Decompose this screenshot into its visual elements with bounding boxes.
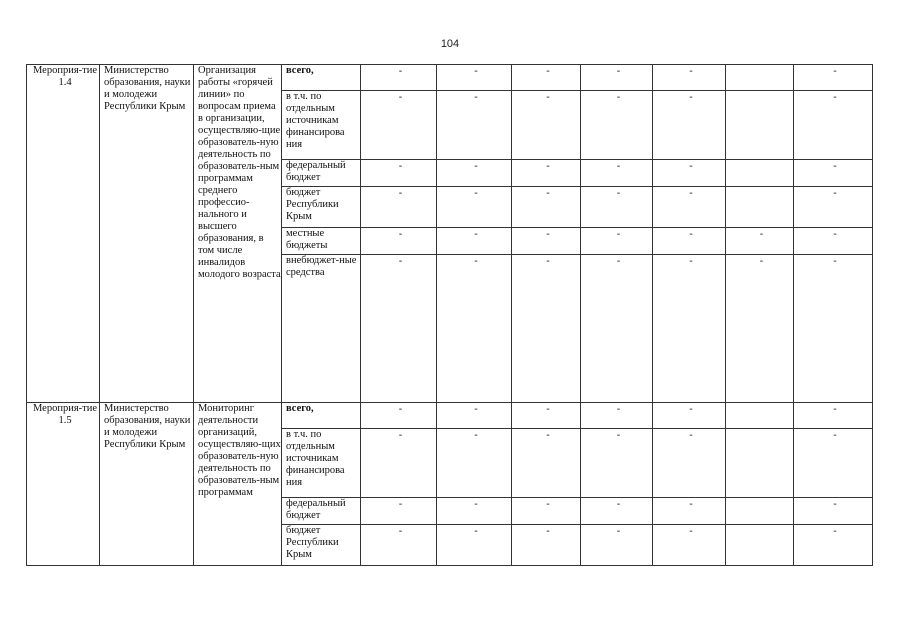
- value-cell: -: [361, 160, 437, 187]
- value-cell: -: [581, 403, 653, 429]
- value-cell: -: [361, 187, 437, 228]
- table-row: [27, 403, 873, 429]
- value-cell: -: [361, 91, 437, 160]
- event-number: Мероприя-тие 1.5: [27, 403, 100, 566]
- value-cell: -: [653, 255, 726, 403]
- event-number: Мероприя-тие 1.4: [27, 65, 100, 403]
- value-cell: -: [794, 255, 873, 403]
- value-cell: -: [437, 187, 512, 228]
- value-cell: -: [437, 498, 512, 525]
- value-cell: -: [653, 160, 726, 187]
- value-cell: -: [437, 429, 512, 498]
- value-cell: -: [437, 525, 512, 566]
- funding-source: федеральный бюджет: [282, 498, 361, 525]
- funding-source: всего,: [282, 403, 361, 429]
- funding-source: федеральный бюджет: [282, 160, 361, 187]
- value-cell: -: [653, 91, 726, 160]
- value-cell: -: [361, 403, 437, 429]
- value-cell: -: [512, 525, 581, 566]
- value-cell: -: [361, 65, 437, 91]
- value-cell: -: [794, 228, 873, 255]
- value-cell: -: [653, 65, 726, 91]
- value-cell: -: [581, 525, 653, 566]
- value-cell: -: [361, 498, 437, 525]
- value-cell: -: [726, 228, 794, 255]
- value-cell: [726, 429, 794, 498]
- value-cell: -: [512, 160, 581, 187]
- value-cell: -: [794, 403, 873, 429]
- value-cell: -: [794, 525, 873, 566]
- value-cell: -: [581, 228, 653, 255]
- value-cell: -: [726, 255, 794, 403]
- budget-table: [26, 64, 873, 566]
- value-cell: -: [581, 91, 653, 160]
- value-cell: -: [581, 498, 653, 525]
- value-cell: -: [794, 187, 873, 228]
- funding-source: в т.ч. по отдельным источникам финансирова ния: [282, 91, 361, 160]
- value-cell: -: [512, 429, 581, 498]
- value-cell: -: [512, 403, 581, 429]
- value-cell: -: [653, 403, 726, 429]
- value-cell: -: [512, 255, 581, 403]
- value-cell: -: [437, 255, 512, 403]
- value-cell: -: [794, 65, 873, 91]
- value-cell: -: [794, 429, 873, 498]
- value-cell: -: [437, 91, 512, 160]
- value-cell: -: [361, 525, 437, 566]
- value-cell: -: [437, 228, 512, 255]
- value-cell: -: [653, 429, 726, 498]
- value-cell: -: [653, 187, 726, 228]
- value-cell: -: [361, 255, 437, 403]
- funding-source: бюджет Республики Крым: [282, 187, 361, 228]
- funding-source: в т.ч. по отдельным источникам финансирова ния: [282, 429, 361, 498]
- table-row: [27, 65, 873, 91]
- value-cell: -: [794, 91, 873, 160]
- funding-source: местные бюджеты: [282, 228, 361, 255]
- value-cell: -: [512, 91, 581, 160]
- value-cell: -: [581, 65, 653, 91]
- value-cell: -: [653, 228, 726, 255]
- responsible-executor: Министерство образования, науки и молодежи Республики Крым: [100, 403, 194, 566]
- value-cell: -: [512, 187, 581, 228]
- value-cell: -: [581, 160, 653, 187]
- value-cell: [726, 65, 794, 91]
- value-cell: -: [581, 429, 653, 498]
- value-cell: [726, 187, 794, 228]
- value-cell: -: [581, 187, 653, 228]
- funding-source: всего,: [282, 65, 361, 91]
- value-cell: -: [437, 403, 512, 429]
- responsible-executor: Министерство образования, науки и молодежи Республики Крым: [100, 65, 194, 403]
- value-cell: [726, 403, 794, 429]
- value-cell: [726, 525, 794, 566]
- funding-source: бюджет Республики Крым: [282, 525, 361, 566]
- value-cell: -: [581, 255, 653, 403]
- value-cell: -: [794, 160, 873, 187]
- value-cell: -: [437, 65, 512, 91]
- value-cell: -: [512, 498, 581, 525]
- value-cell: [726, 91, 794, 160]
- funding-source: внебюджет-ные средства: [282, 255, 361, 403]
- value-cell: -: [794, 498, 873, 525]
- value-cell: -: [512, 65, 581, 91]
- event-description: Организация работы «горячей линии» по вопросам приема в организации, осуществляю-щие образователь-ную деятельность по образователь-ным программам среднего профессио-нального и высшего образования, в том числе инвалидов молодого возраста: [194, 65, 282, 403]
- value-cell: -: [512, 228, 581, 255]
- value-cell: -: [361, 429, 437, 498]
- value-cell: [726, 498, 794, 525]
- value-cell: -: [361, 228, 437, 255]
- value-cell: -: [653, 525, 726, 566]
- value-cell: -: [437, 160, 512, 187]
- value-cell: -: [653, 498, 726, 525]
- page-number: 104: [440, 38, 460, 50]
- event-description: Мониторинг деятельности организаций, осуществляю-щих образователь-ную деятельность по образователь-ным программам: [194, 403, 282, 566]
- value-cell: [726, 160, 794, 187]
